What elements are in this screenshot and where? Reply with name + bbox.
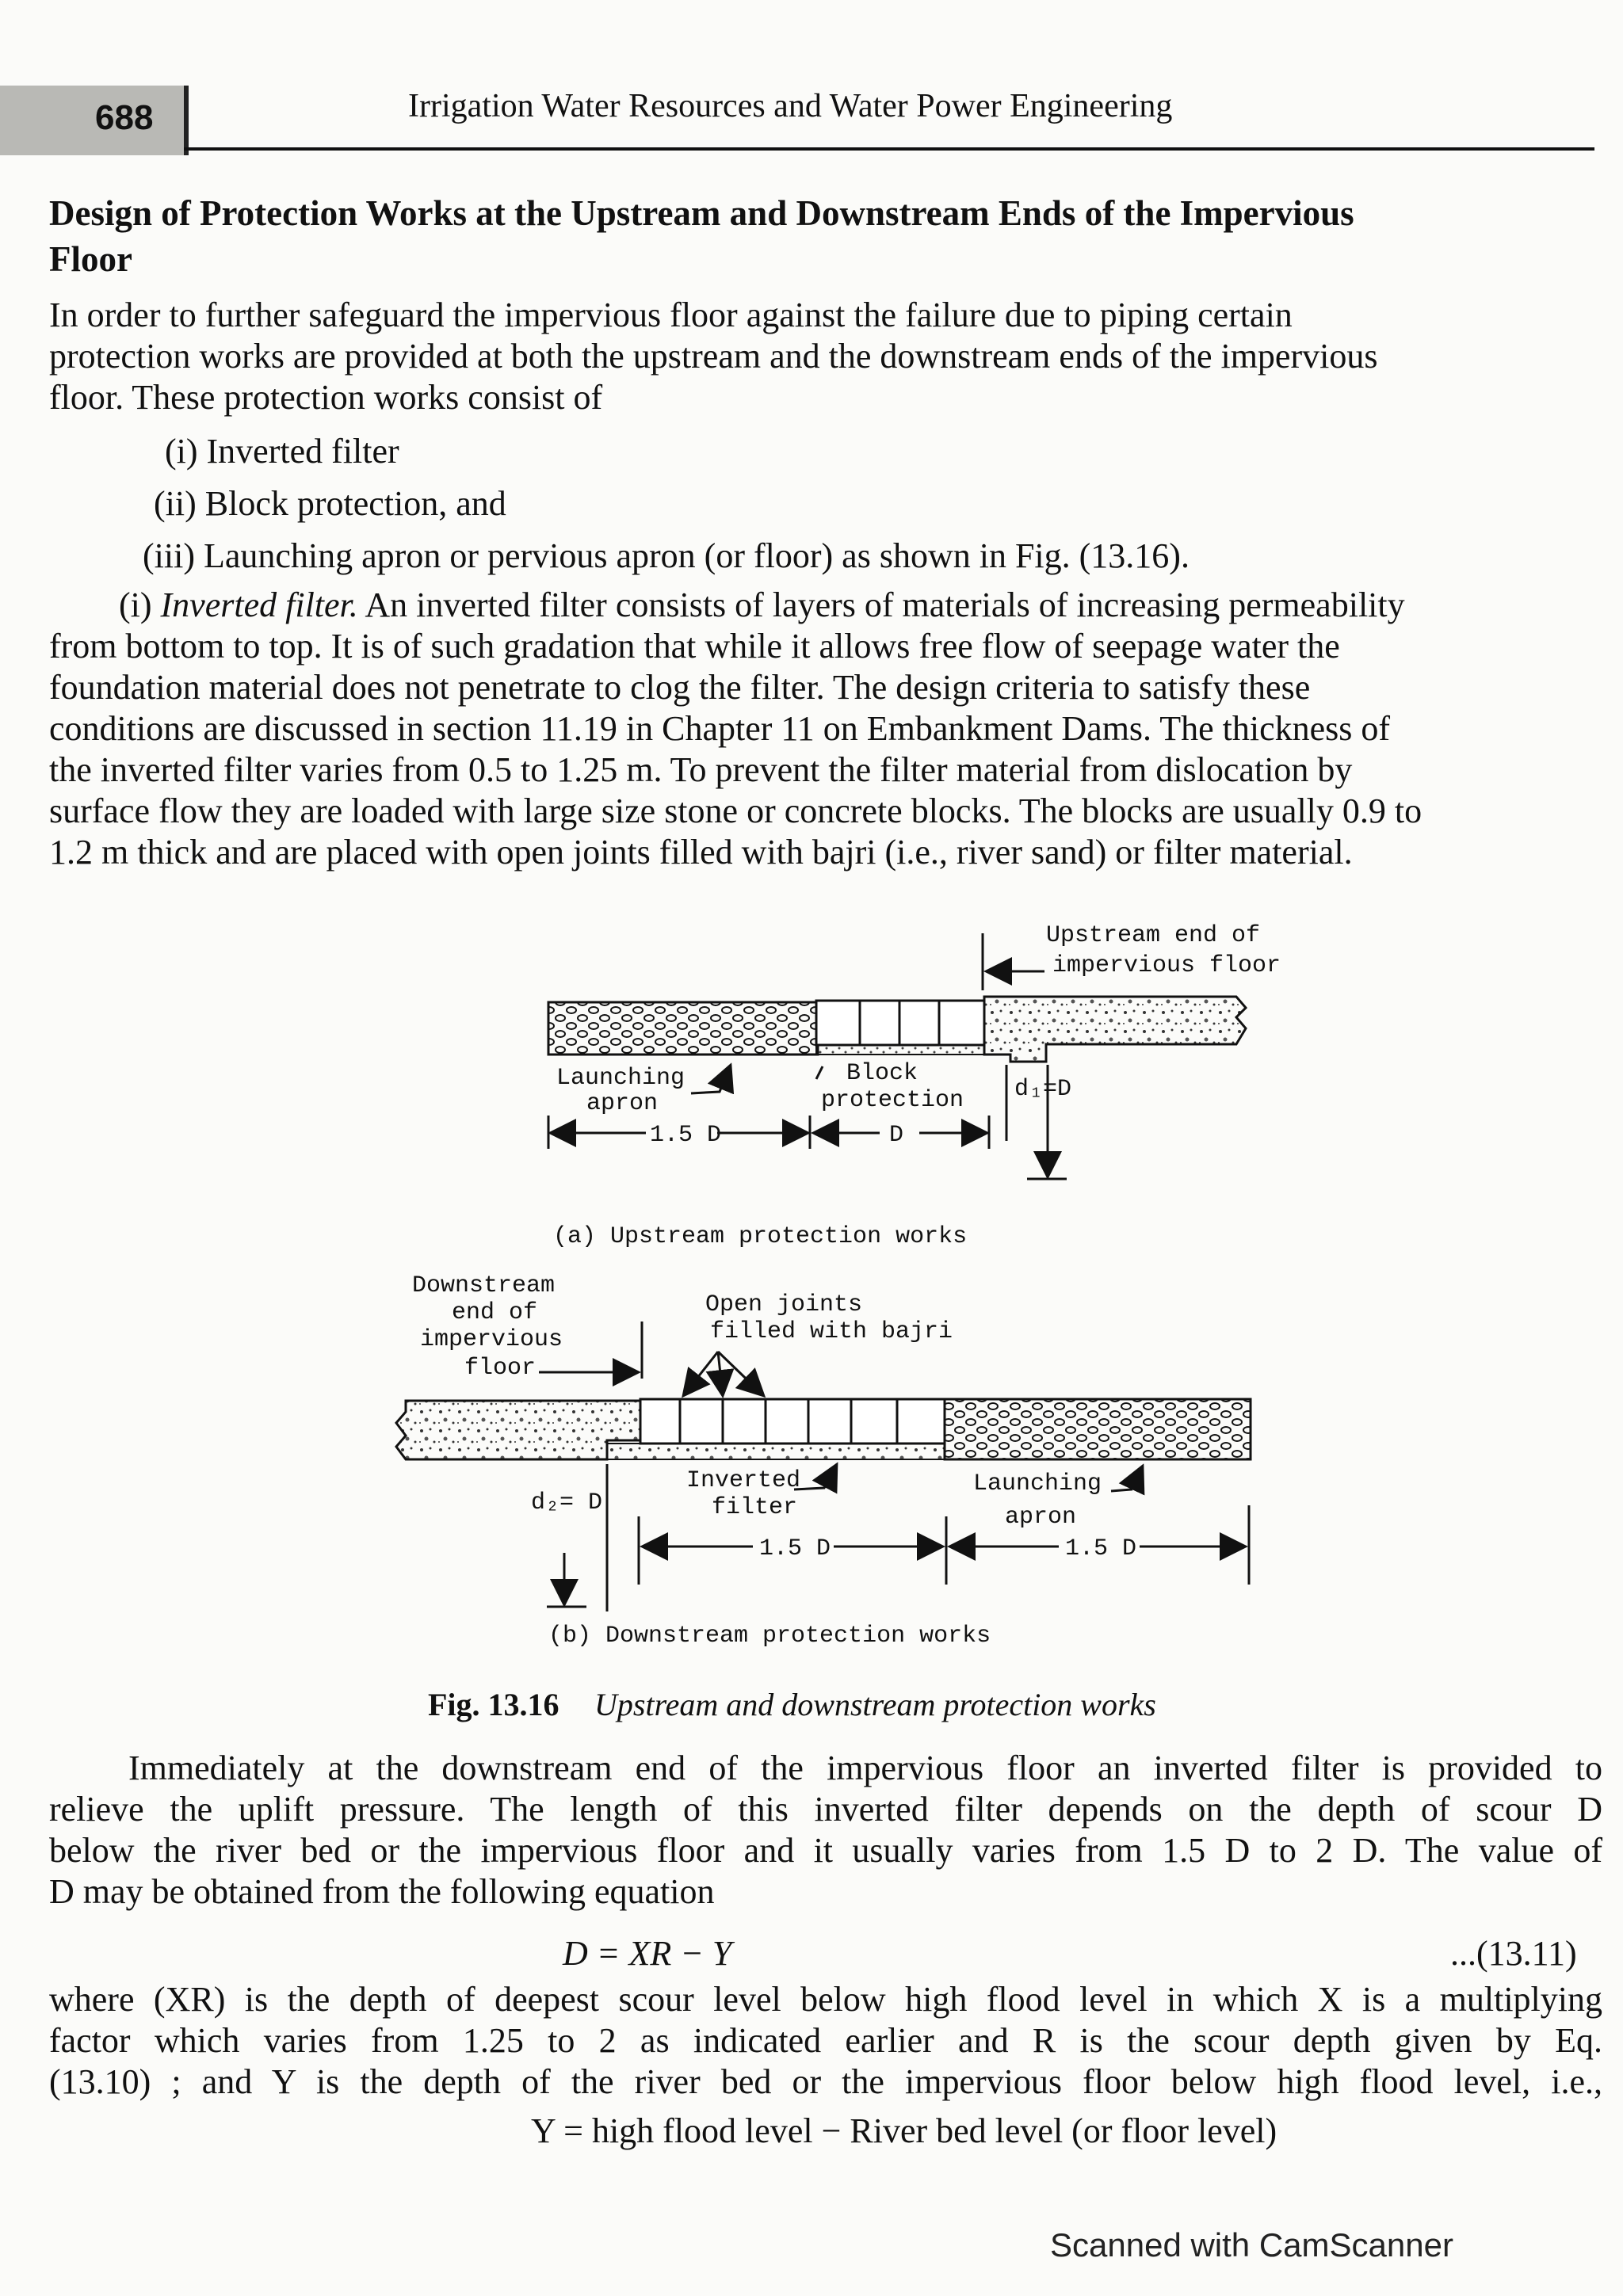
list-item: (ii) Block protection, and: [154, 484, 506, 523]
label-block-2: protection: [821, 1087, 964, 1114]
label-upstream-end-2: impervious floor: [1052, 952, 1281, 979]
header-rule: [184, 147, 1594, 151]
label-ds-apron-1: Launching: [973, 1470, 1102, 1497]
list-item: (iii) Launching apron or pervious apron (or floor) as shown in Fig. (13.16).: [143, 536, 1190, 575]
figure-caption-text: Upstream and downstream protection works: [594, 1687, 1156, 1722]
text-line: D may be obtained from the following equation: [49, 1872, 715, 1911]
dim-upstream-apron: 1.5 D: [650, 1122, 722, 1149]
equation-13-11: D = XR − Y: [563, 1934, 732, 1973]
downstream-diagram: [396, 1272, 1251, 1650]
protection-works-figure: [0, 903, 1623, 1664]
y-definition: Y = high flood level − River bed level (or floor level): [531, 2111, 1277, 2150]
text-line: factor which varies from 1.25 to 2 as indicated earlier and R is the scour depth given by Eq.: [49, 2021, 1602, 2060]
intro-paragraph: [49, 295, 1602, 418]
subcaption-downstream: (b) Downstream protection works: [548, 1623, 991, 1650]
line-tail: An inverted filter consists of layers of materials of increasing permeability: [357, 585, 1405, 624]
dim-upstream-block: D: [889, 1122, 904, 1149]
text-line: relieve the uplift pressure. The length of this inverted filter depends on the depth of scour D: [49, 1790, 1602, 1829]
text-line: In order to further safeguard the impervious floor against the failure due to piping certain: [49, 296, 1293, 334]
label-apron-2: apron: [586, 1090, 659, 1117]
label-block-1: Block: [846, 1060, 918, 1087]
dim-downstream-apron: 1.5 D: [1065, 1535, 1137, 1562]
section-heading: [49, 190, 1602, 282]
text-line: surface flow they are loaded with large size stone or concrete blocks. The blocks are usually 0.9 to: [49, 791, 1423, 830]
label-ds-end-4: floor: [464, 1355, 537, 1382]
inverted-filter-paragraph: [49, 585, 1602, 873]
page-number-box: [0, 86, 189, 155]
term: Inverted filter.: [160, 585, 358, 624]
text-line: floor. These protection works consist of: [49, 378, 603, 417]
subcaption-upstream: (a) Upstream protection works: [553, 1223, 968, 1250]
label-d1: d₁=D: [1014, 1076, 1072, 1103]
launching-apron-upstream: [548, 1002, 818, 1055]
text-line: Immediately at the downstream end of the impervious floor an inverted filter is provided to: [128, 1749, 1602, 1787]
upstream-diagram: [548, 922, 1281, 1250]
text-line: foundation material does not penetrate to clog the filter. The design criteria to satisfy these: [49, 668, 1311, 707]
label-apron-1: Launching: [556, 1065, 685, 1092]
label-d2: d₂= D: [531, 1489, 603, 1516]
label-joints-2: filled with bajri: [710, 1318, 953, 1345]
section-heading-line1: Design of Protection Works at the Upstream and Downstream Ends of the Impervious: [49, 193, 1354, 233]
running-title: Irrigation Water Resources and Water Power Engineering: [408, 88, 1173, 124]
equation-number: ...(13.11): [1450, 1934, 1577, 1973]
label-filter-2: filter: [712, 1494, 798, 1521]
scour-paragraph: [49, 1748, 1602, 1913]
label-joints-1: Open joints: [705, 1291, 863, 1318]
definition-paragraph: [49, 1979, 1602, 2103]
label-filter-1: Inverted: [686, 1467, 801, 1494]
list-marker: (i): [119, 585, 161, 624]
text-line: where (XR) is the depth of deepest scour level below high flood level in which X is a multiplying: [49, 1980, 1602, 2019]
page-number: 688: [95, 98, 154, 137]
inverted-filter-upstream: [816, 1045, 984, 1055]
text-line: from bottom to top. It is of such gradation that while it allows free flow of seepage water the: [49, 627, 1340, 666]
impervious-floor-upstream: [984, 997, 1246, 1062]
figure-caption-number: Fig. 13.16: [428, 1687, 559, 1722]
impervious-floor-downstream: [396, 1401, 640, 1459]
label-ds-end-3: impervious: [420, 1326, 563, 1353]
text-line: 1.2 m thick and are placed with open joints filled with bajri (i.e., river sand) or filter material.: [49, 833, 1353, 871]
list-item: (i) Inverted filter: [165, 432, 399, 471]
text-line: the inverted filter varies from 0.5 to 1.25 m. To prevent the filter material from dislocation by: [49, 750, 1353, 789]
text-line: [49, 585, 1602, 626]
dim-downstream-filter: 1.5 D: [759, 1535, 831, 1562]
label-upstream-end-1: Upstream end of: [1046, 922, 1261, 949]
scanner-watermark: Scanned with CamScanner: [1050, 2226, 1453, 2264]
text-line: (13.10) ; and Y is the depth of the river bed or the impervious floor below high flood level, i.e.,: [49, 2062, 1602, 2101]
inverted-filter-downstream: [607, 1444, 945, 1459]
text-line: conditions are discussed in section 11.19 in Chapter 11 on Embankment Dams. The thickness of: [49, 709, 1391, 748]
section-heading-line2: Floor: [49, 239, 132, 279]
label-ds-end-2: end of: [452, 1299, 538, 1326]
text-line: below the river bed or the impervious floor and it usually varies from 1.5 D to 2 D. The value of: [49, 1831, 1602, 1870]
launching-apron-downstream: [945, 1399, 1251, 1459]
label-ds-apron-2: apron: [1005, 1504, 1077, 1531]
text-line: protection works are provided at both the upstream and the downstream ends of the impervious: [49, 337, 1378, 376]
label-ds-end-1: Downstream: [412, 1272, 556, 1299]
block-protection-downstream: [640, 1399, 945, 1444]
